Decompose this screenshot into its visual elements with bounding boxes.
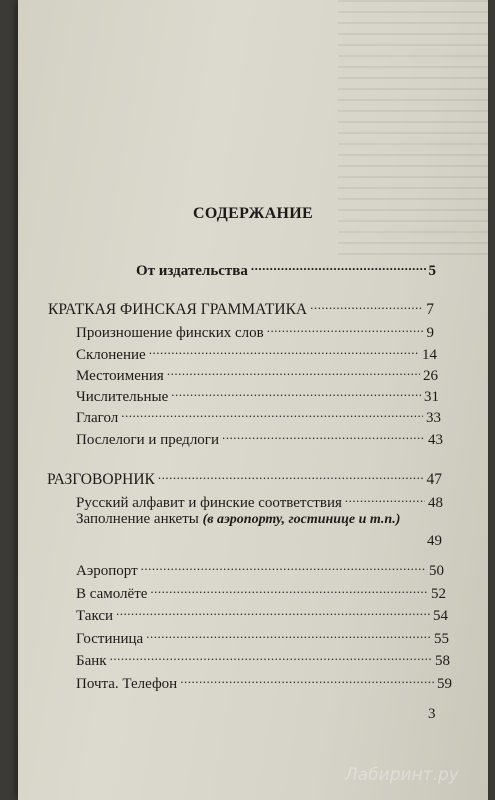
toc-entry-label: Послелоги и предлоги: [76, 432, 219, 448]
toc-entry-page: 52: [431, 586, 446, 602]
toc-entry: [76, 647, 450, 670]
toc-entry: [76, 602, 448, 625]
leader-dots: [150, 580, 428, 598]
toc-entry-label: Русский алфавит и финские соответствия: [76, 495, 342, 511]
toc-entry-multiline: [76, 509, 442, 553]
toc-entry: [76, 580, 446, 603]
leader-dots: [141, 557, 426, 575]
toc-entry: [76, 557, 444, 580]
leader-dots: [267, 319, 424, 337]
toc-entry-page: 55: [434, 631, 449, 647]
toc-entry-page: 14: [422, 347, 437, 363]
leader-dots: [251, 257, 426, 275]
toc-entry-page: 49: [427, 533, 442, 549]
toc-entry-label: КРАТКАЯ ФИНСКАЯ ГРАММАТИКА: [48, 301, 308, 318]
toc-entry-label: Местоимения: [76, 368, 164, 384]
page-number: 3: [428, 706, 436, 722]
toc-entry-page: 50: [429, 563, 444, 579]
book-page: [18, 0, 488, 800]
leader-dots: [345, 489, 425, 507]
toc-entry: [76, 383, 439, 406]
toc-entry: [76, 341, 437, 364]
toc-entry-label: Банк: [76, 653, 107, 669]
toc-entry-label: В самолёте: [76, 586, 148, 602]
leader-dots: [146, 625, 431, 643]
leader-dots: [149, 341, 419, 359]
toc-entry-page: 58: [435, 653, 450, 669]
toc-entry: [136, 257, 436, 280]
leader-dots: [167, 362, 420, 380]
toc-entry-page: 47: [426, 471, 442, 488]
toc-section: [48, 296, 434, 319]
leader-dots: [310, 296, 423, 314]
toc-entry-label: Гостиница: [76, 631, 144, 647]
toc-entry-label: От издательства: [136, 263, 248, 279]
toc-entry-label: Аэропорт: [76, 563, 138, 579]
toc-entry: [76, 404, 441, 427]
leader-dots: [116, 602, 430, 620]
toc-entry-page: 26: [423, 368, 438, 384]
toc-entry-label: Глагол: [76, 410, 119, 426]
toc-entry-label: Произношение финских слов: [76, 325, 264, 341]
toc-entry-page: 59: [437, 676, 452, 692]
toc-entry: [76, 625, 449, 648]
toc-entry-label: Склонение: [76, 347, 146, 363]
toc-entry-label: РАЗГОВОРНИК: [47, 471, 155, 488]
toc-entry-page: 54: [433, 608, 448, 624]
contents-heading: СОДЕРЖАНИЕ: [192, 205, 314, 222]
toc-entry-label: Заполнение анкеты: [76, 511, 199, 527]
leader-dots: [222, 426, 425, 444]
toc-entry-label: Почта. Телефон: [76, 676, 178, 692]
toc-entry-page: 9: [426, 325, 434, 341]
leader-dots: [171, 383, 421, 401]
watermark-text: Лабиринт.ру: [345, 765, 459, 785]
leader-dots: [110, 647, 432, 665]
leader-dots: [121, 404, 423, 422]
toc-entry-label: Числительные: [76, 389, 169, 405]
toc-entry: [76, 319, 434, 342]
toc-entry-page: 31: [424, 389, 439, 405]
leader-dots: [180, 670, 434, 688]
toc-entry-page: 5: [428, 263, 436, 279]
toc-entry-page: 48: [428, 495, 443, 511]
toc-entry-note: (в аэропорту, гостинице и т.п.): [202, 512, 401, 527]
toc-entry-label: Такси: [76, 608, 114, 624]
toc-entry: [76, 362, 438, 385]
toc-entry-page: 33: [426, 410, 441, 426]
toc-section: [47, 466, 442, 489]
toc-entry-page: 43: [428, 432, 443, 448]
toc-entry-page: 7: [426, 301, 434, 318]
leader-dots: [158, 466, 424, 484]
toc-entry: [76, 426, 443, 449]
watermark-stamp: [345, 765, 459, 785]
toc-entry: [76, 670, 452, 693]
